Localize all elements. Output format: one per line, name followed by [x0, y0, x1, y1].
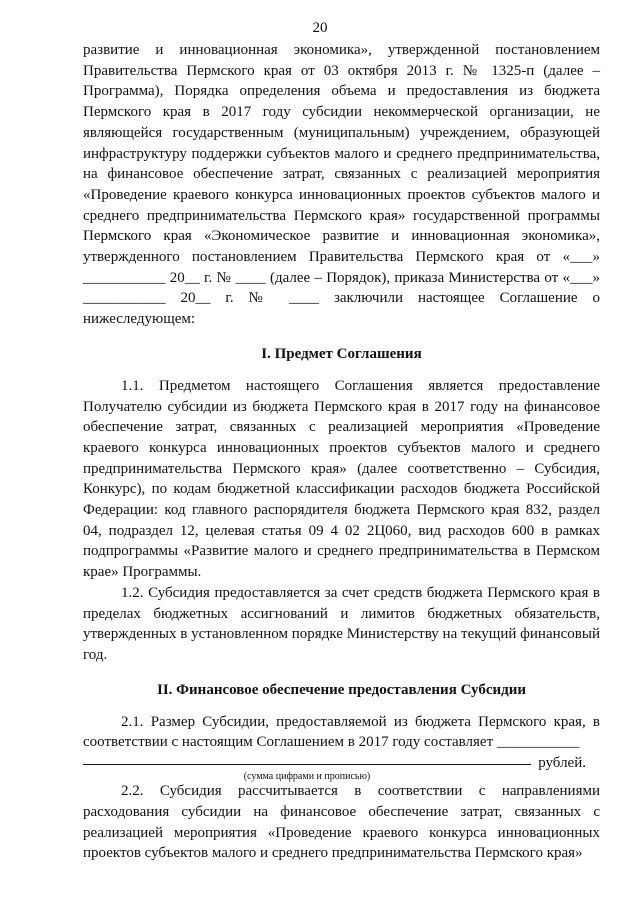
clause-2-1: 2.1. Размер Субсидии, предоставляемой из бюджета Пермского края, в соответствии с настоящим Соглашением в 2017 году составляет ___________ [83, 713, 600, 751]
section-1-heading: I. Предмет Соглашения [261, 345, 422, 362]
clause-2-2: 2.2. Субсидия рассчитывается в соответствии с направлениями расходования субсидии на финансовое обеспечение затрат, связанных с реализацией мероприятия «Проведение краевого конкурса инновационных проектов субъектов малого и среднего предпринимательства Пермского края» [83, 783, 600, 862]
intro-paragraph: развитие и инновационная экономика», утвержденной постановлением Правительства Пермского края от 03 октября 2013 г. № 1325-п (далее – Программа), Порядка определения объема и предоставления из бюджета Пермского края в 2017 году субсидии некоммерческой организации, не являющейся государственным (муниципальным) учреждением, образующей инфраструктуру поддержки субъектов малого и среднего предпринимательства, на финансовое обеспечение затрат, связанных с реализацией мероприятия «Проведение краевого конкурса инновационных проектов субъектов малого и среднего предпринимательства Пермского края» государственной программы Пермского края «Экономическое развитие и инновационная экономика», утвержденного постановлением Правительства Пермского края от «___» ___________ 20__ г. № ____ (далее – Порядок), приказа Министерства от «___» ___________ 20__ г. № ____ заключили настоящее Соглашение о нижеследующем: [83, 42, 600, 328]
clause-1-2: 1.2. Субсидия предоставляется за счет средств бюджета Пермского края в пределах бюджетных ассигнований и лимитов бюджетных обязательств, утвержденных в установленном порядке Министерству на текущий финансовый год. [83, 584, 600, 663]
amount-blank-line [83, 764, 531, 765]
amount-unit: рублей. [538, 755, 586, 772]
document-body [83, 40, 600, 864]
clause-1-1: 1.1. Предметом настоящего Соглашения является предоставление Получателю субсидии из бюджета Пермского края в 2017 году на финансовое обеспечение затрат, связанных с реализацией мероприятия «Проведение краевого конкурса инновационных проектов субъектов малого и среднего предпринимательства Пермского края» (далее соответственно – Субсидия, Конкурс), по кодам бюджетной классификации расходов бюджета Российской Федерации: код главного распорядителя бюджета Пермского края 832, раздел 04, подраздел 12, целевая статья 09 4 02 2Ц060, вид расходов 600 в рамках подпрограммы «Развитие малого и среднего предпринимательства в Пермском крае» Программы. [83, 377, 600, 581]
amount-caption: (сумма цифрами и прописью) [243, 771, 371, 783]
section-2-heading: II. Финансовое обеспечение предоставления Субсидии [156, 681, 527, 698]
amount-line [83, 753, 600, 783]
page-number: 20 [312, 20, 328, 36]
